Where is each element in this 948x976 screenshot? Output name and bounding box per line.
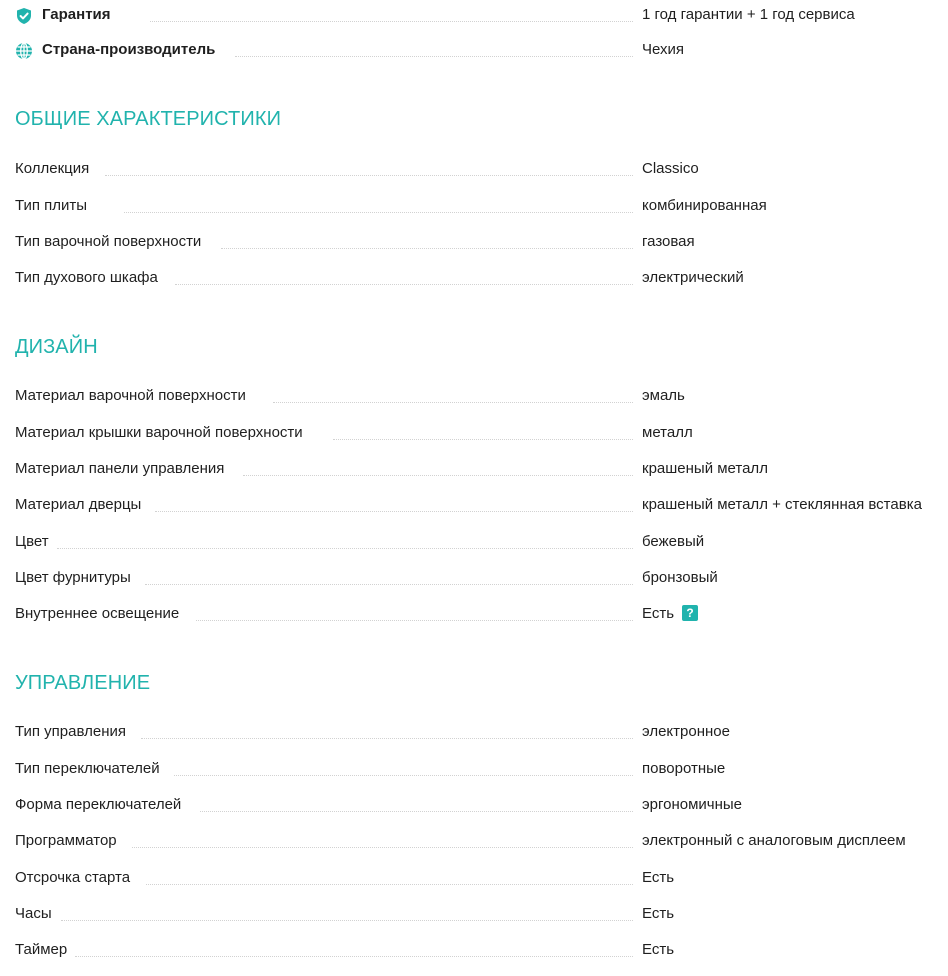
spec-value: металл xyxy=(642,424,693,441)
spec-label: Форма переключателей xyxy=(15,796,182,813)
spec-row xyxy=(0,794,948,816)
spec-value: эмаль xyxy=(642,387,685,404)
spec-label: Программатор xyxy=(15,832,117,849)
spec-value: электронное xyxy=(642,723,730,740)
spec-row xyxy=(0,939,948,961)
dotted-leader xyxy=(174,775,633,776)
dotted-leader xyxy=(196,620,633,621)
spec-value: электронный с аналоговым дисплеем xyxy=(642,832,906,849)
spec-row xyxy=(0,758,948,780)
spec-value: крашеный металл + стеклянная вставка xyxy=(642,496,922,513)
dotted-leader xyxy=(105,175,633,176)
spec-value: 1 год гарантии + 1 год сервиса xyxy=(642,6,855,23)
dotted-leader xyxy=(141,738,633,739)
spec-row xyxy=(0,385,948,407)
spec-row xyxy=(0,195,948,217)
spec-row xyxy=(0,458,948,480)
spec-label: Материал крышки варочной поверхности xyxy=(15,424,303,441)
section-title-general: ОБЩИЕ ХАРАКТЕРИСТИКИ xyxy=(15,108,282,130)
spec-row xyxy=(0,567,948,589)
spec-value: бежевый xyxy=(642,533,705,550)
spec-row xyxy=(0,267,948,289)
spec-row-warranty xyxy=(0,4,948,26)
spec-row xyxy=(0,867,948,889)
dotted-leader xyxy=(146,884,633,885)
shield-check-icon xyxy=(15,7,33,25)
spec-value xyxy=(642,603,698,625)
spec-row xyxy=(0,422,948,444)
spec-value: электрический xyxy=(642,269,744,286)
dotted-leader xyxy=(175,284,633,285)
spec-label: Материал дверцы xyxy=(15,496,142,513)
spec-label: Цвет фурнитуры xyxy=(15,569,131,586)
dotted-leader xyxy=(333,439,633,440)
section-title-controls: УПРАВЛЕНИЕ xyxy=(15,672,151,694)
dotted-leader xyxy=(155,511,633,512)
spec-label: Цвет xyxy=(15,533,49,550)
spec-row-country xyxy=(0,39,948,61)
spec-label: Часы xyxy=(15,905,52,922)
dotted-leader xyxy=(61,920,633,921)
dotted-leader xyxy=(132,847,633,848)
spec-row xyxy=(0,721,948,743)
spec-value: бронзовый xyxy=(642,569,718,586)
spec-row xyxy=(0,830,948,852)
spec-label: Тип духового шкафа xyxy=(15,269,158,286)
dotted-leader xyxy=(243,475,633,476)
spec-label: Отсрочка старта xyxy=(15,869,131,886)
spec-row xyxy=(0,603,948,625)
dotted-leader xyxy=(200,811,633,812)
spec-label: Тип управления xyxy=(15,723,126,740)
spec-value: крашеный металл xyxy=(642,460,768,477)
spec-label: Гарантия xyxy=(42,6,111,23)
dotted-leader xyxy=(57,548,633,549)
spec-label: Тип переключателей xyxy=(15,760,160,777)
dotted-leader xyxy=(273,402,633,403)
spec-value: Есть xyxy=(642,941,675,958)
spec-label: Материал варочной поверхности xyxy=(15,387,246,404)
spec-label: Внутреннее освещение xyxy=(15,605,180,622)
dotted-leader xyxy=(124,212,633,213)
help-icon[interactable]: ? xyxy=(682,605,698,621)
spec-label: Тип плиты xyxy=(15,197,88,214)
section-title-design: ДИЗАЙН xyxy=(15,336,98,358)
spec-label: Материал панели управления xyxy=(15,460,225,477)
dotted-leader xyxy=(150,21,633,22)
spec-label: Коллекция xyxy=(15,160,90,177)
spec-value: газовая xyxy=(642,233,695,250)
spec-value: Есть xyxy=(642,905,675,922)
spec-label: Тип варочной поверхности xyxy=(15,233,202,250)
spec-value: поворотные xyxy=(642,760,726,777)
dotted-leader xyxy=(221,248,633,249)
spec-value: комбинированная xyxy=(642,197,767,214)
spec-label: Таймер xyxy=(15,941,68,958)
dotted-leader xyxy=(235,56,633,57)
spec-value: Есть xyxy=(642,869,675,886)
spec-row xyxy=(0,158,948,180)
spec-row xyxy=(0,531,948,553)
spec-row xyxy=(0,231,948,253)
spec-value: Чехия xyxy=(642,41,685,58)
spec-label: Страна-производитель xyxy=(42,41,216,58)
dotted-leader xyxy=(145,584,633,585)
spec-value: Classico xyxy=(642,160,699,177)
dotted-leader xyxy=(75,956,633,957)
spec-row xyxy=(0,903,948,925)
spec-row xyxy=(0,494,948,516)
globe-icon xyxy=(15,42,33,60)
spec-value: эргономичные xyxy=(642,796,743,813)
spec-value-text: Есть xyxy=(642,605,675,622)
